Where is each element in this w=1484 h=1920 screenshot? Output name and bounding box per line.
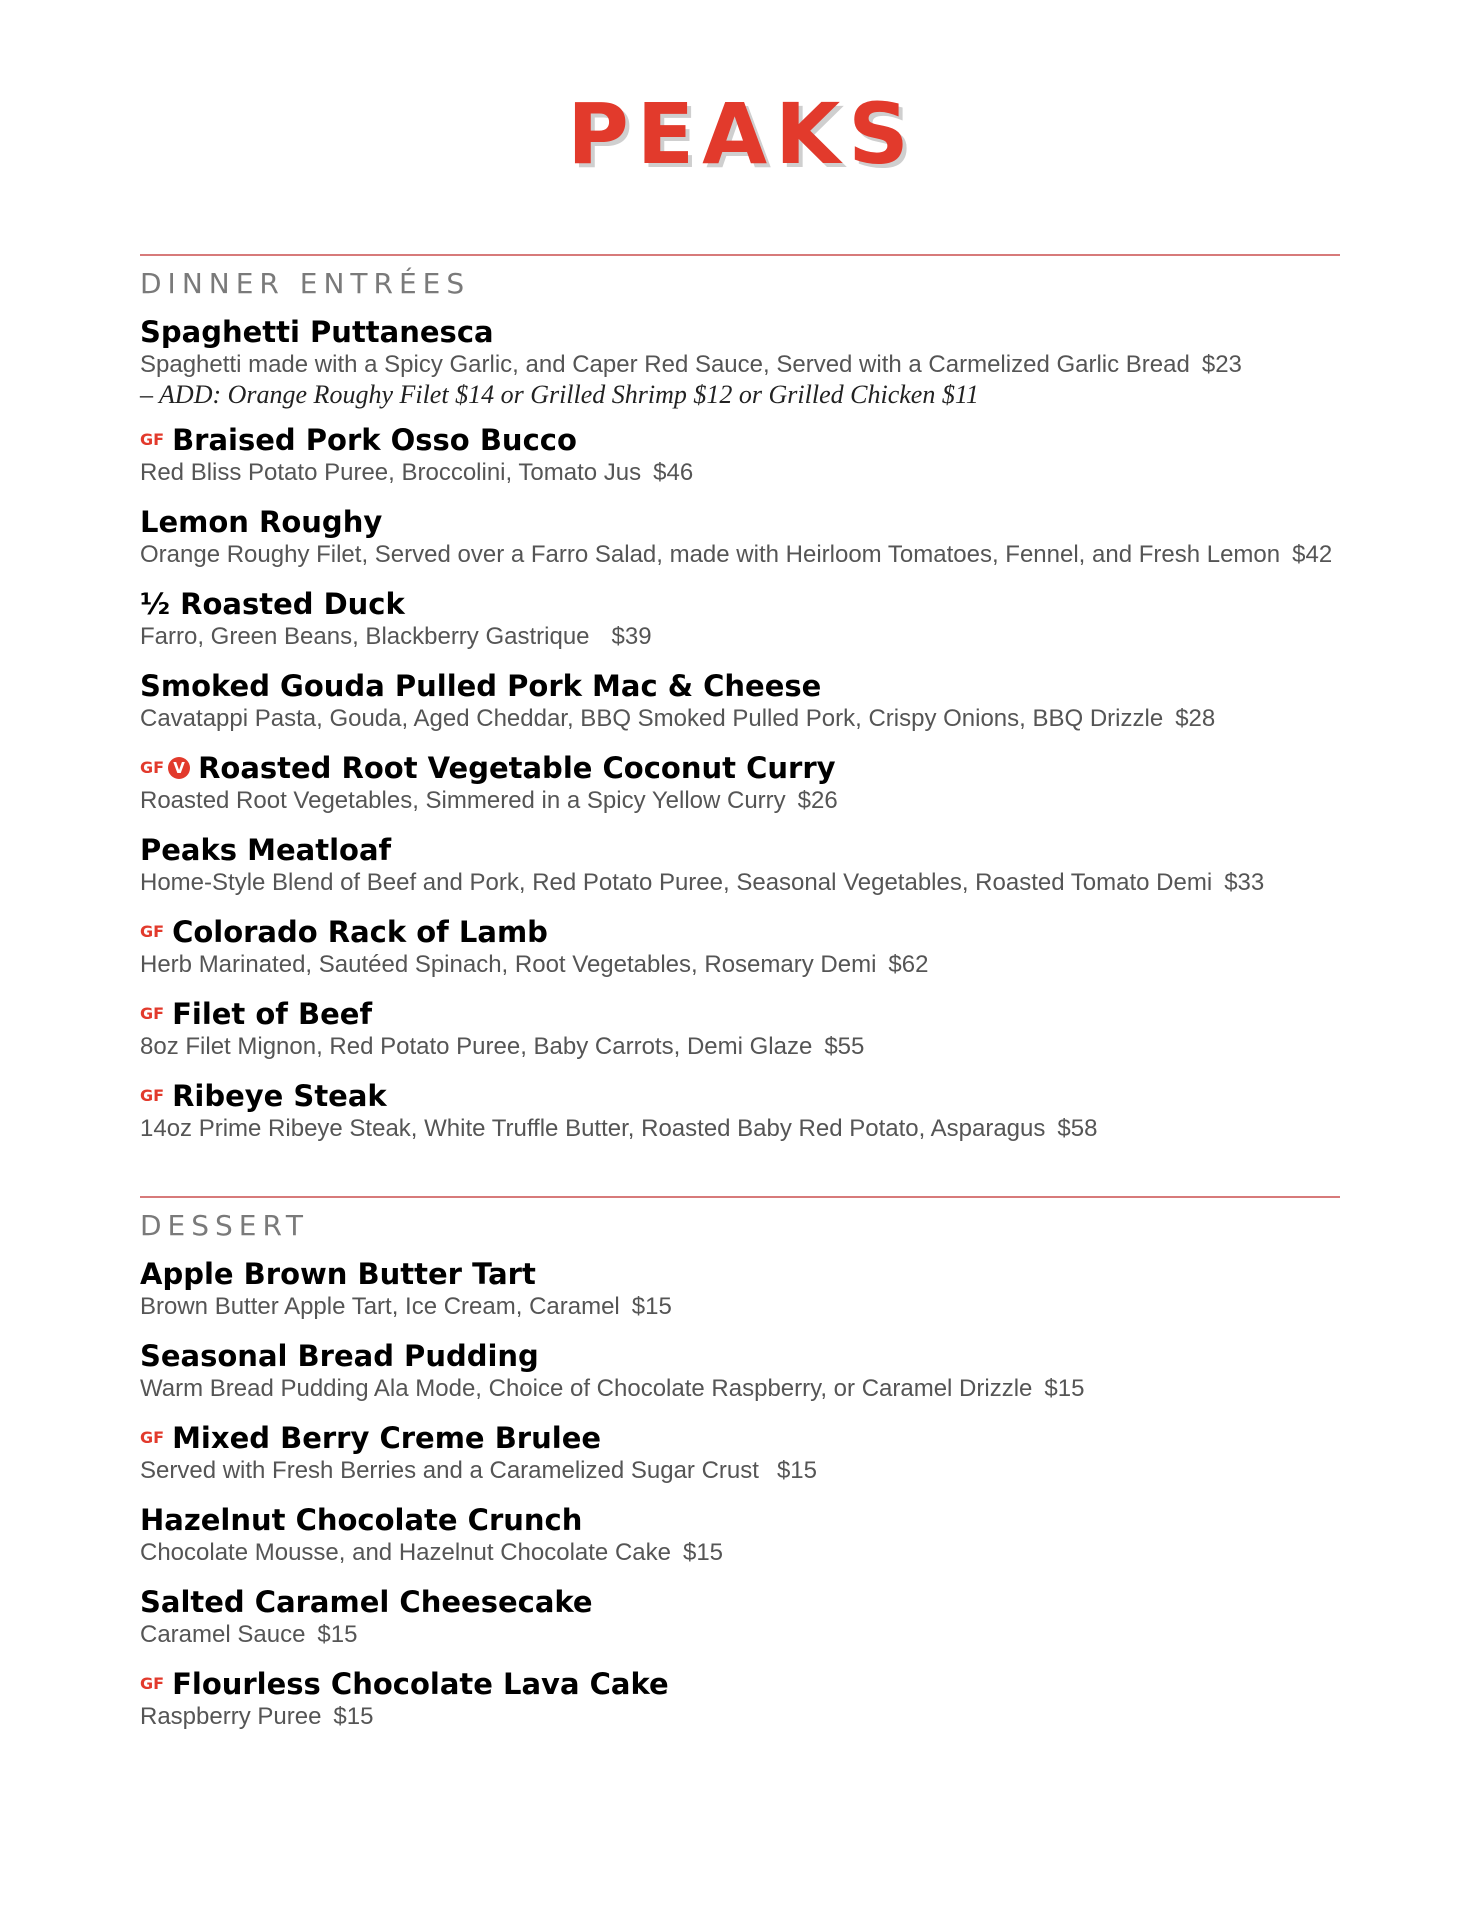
- item-name: GF Flourless Chocolate Lava Cake: [140, 1667, 669, 1701]
- menu-item: [140, 668, 1340, 734]
- section-divider: [140, 1196, 1340, 1198]
- item-price: $15: [333, 1703, 374, 1730]
- item-description: Warm Bread Pudding Ala Mode, Choice of Chocolate Raspberry, or Caramel Drizzle $15: [140, 1375, 1085, 1402]
- item-price: $39: [611, 623, 652, 650]
- item-price: $58: [1057, 1115, 1098, 1142]
- item-description: Farro, Green Beans, Blackberry Gastrique $39: [140, 623, 652, 650]
- gluten-free-badge: GF: [140, 1674, 165, 1693]
- item-name: GF Ribeye Steak: [140, 1079, 387, 1113]
- menu-item: [140, 504, 1340, 570]
- menu-item: [140, 832, 1340, 898]
- item-price: $15: [631, 1293, 672, 1320]
- item-price: $15: [682, 1539, 724, 1566]
- item-description: 14oz Prime Ribeye Steak, White Truffle Butter, Roasted Baby Red Potato, Asparagus $58: [140, 1115, 1098, 1142]
- menu-item: [140, 750, 1340, 816]
- item-description: Raspberry Puree $15: [140, 1703, 374, 1730]
- item-name: GF Mixed Berry Creme Brulee: [140, 1421, 602, 1455]
- menu-item: [140, 314, 1340, 410]
- item-description: Brown Butter Apple Tart, Ice Cream, Caramel $15: [140, 1293, 672, 1320]
- item-description: Orange Roughy Filet, Served over a Farro Salad, made with Heirloom Tomatoes, Fennel, and Fresh Lemon $42: [140, 541, 1333, 568]
- item-description: Cavatappi Pasta, Gouda, Aged Cheddar, BBQ Smoked Pulled Pork, Crispy Onions, BBQ Drizzle $28: [140, 705, 1216, 732]
- item-name: Smoked Gouda Pulled Pork Mac & Cheese: [140, 669, 822, 703]
- vegan-icon: V: [168, 757, 190, 779]
- item-price: $15: [776, 1457, 817, 1484]
- section-title-dessert: DESSERT: [140, 1209, 310, 1242]
- menu-item: [140, 1256, 1340, 1322]
- menu-item: [140, 422, 1340, 488]
- menu-item: [140, 586, 1340, 652]
- item-name: Apple Brown Butter Tart: [140, 1257, 536, 1291]
- dessert-section: [140, 1196, 1340, 1732]
- dinner-section: [140, 254, 1340, 1144]
- menu-item: [140, 914, 1340, 980]
- item-price: $55: [824, 1033, 865, 1060]
- item-description: Red Bliss Potato Puree, Broccolini, Tomato Jus $46: [140, 459, 694, 486]
- item-description: Roasted Root Vegetables, Simmered in a Spicy Yellow Curry $26: [140, 787, 838, 814]
- gluten-free-badge: GF: [140, 1086, 165, 1105]
- item-name: Salted Caramel Cheesecake: [140, 1585, 593, 1619]
- gluten-free-badge: GF: [140, 430, 165, 449]
- item-name: GF Colorado Rack of Lamb: [140, 915, 548, 949]
- item-price: $33: [1224, 869, 1265, 896]
- item-price: $15: [317, 1621, 358, 1648]
- item-addon: – ADD: Orange Roughy Filet $14 or Grilled Shrimp $12 or Grilled Chicken $11: [140, 380, 979, 409]
- item-name: GF Filet of Beef: [140, 997, 373, 1031]
- menu-item: [140, 1338, 1340, 1404]
- gluten-free-badge: GF: [140, 922, 165, 941]
- item-description: Chocolate Mousse, and Hazelnut Chocolate Cake $15: [140, 1539, 724, 1566]
- item-name: GF Braised Pork Osso Bucco: [140, 423, 577, 457]
- item-name: Seasonal Bread Pudding: [140, 1339, 539, 1373]
- item-price: $62: [888, 951, 929, 978]
- item-name: GF V Roasted Root Vegetable Coconut Curry: [140, 751, 836, 785]
- item-description: Herb Marinated, Sautéed Spinach, Root Vegetables, Rosemary Demi $62: [140, 951, 929, 978]
- brand-logo: PEAKS: [567, 85, 917, 183]
- menu-item: [140, 1420, 1340, 1486]
- gluten-free-badge: GF: [140, 758, 165, 777]
- item-name: Hazelnut Chocolate Crunch: [140, 1503, 583, 1537]
- menu-item: [140, 1666, 1340, 1732]
- menu-item: [140, 996, 1340, 1062]
- section-title-dinner: DINNER ENTRÉES: [140, 267, 471, 300]
- item-description: Spaghetti made with a Spicy Garlic, and Caper Red Sauce, Served with a Carmelized Garlic Bread $23: [140, 351, 1242, 378]
- item-price: $23: [1201, 351, 1242, 378]
- item-name: Spaghetti Puttanesca: [140, 315, 494, 349]
- item-description: 8oz Filet Mignon, Red Potato Puree, Baby Carrots, Demi Glaze $55: [140, 1033, 865, 1060]
- menu-item: [140, 1078, 1340, 1144]
- gluten-free-badge: GF: [140, 1004, 165, 1023]
- item-price: $42: [1292, 541, 1333, 568]
- menu-item: [140, 1502, 1340, 1568]
- item-name: ½ Roasted Duck: [140, 587, 405, 621]
- item-name: Peaks Meatloaf: [140, 833, 392, 867]
- item-price: $46: [653, 459, 694, 486]
- item-description: Caramel Sauce $15: [140, 1621, 358, 1648]
- menu-item: [140, 1584, 1340, 1650]
- item-price: $26: [797, 787, 838, 814]
- item-description: Served with Fresh Berries and a Caramelized Sugar Crust $15: [140, 1457, 817, 1484]
- item-price: $15: [1044, 1375, 1085, 1402]
- item-description: Home-Style Blend of Beef and Pork, Red Potato Puree, Seasonal Vegetables, Roasted Tomato Demi $33: [140, 869, 1265, 896]
- item-price: $28: [1175, 705, 1216, 732]
- section-divider: [140, 254, 1340, 256]
- gluten-free-badge: GF: [140, 1428, 165, 1447]
- item-name: Lemon Roughy: [140, 505, 383, 539]
